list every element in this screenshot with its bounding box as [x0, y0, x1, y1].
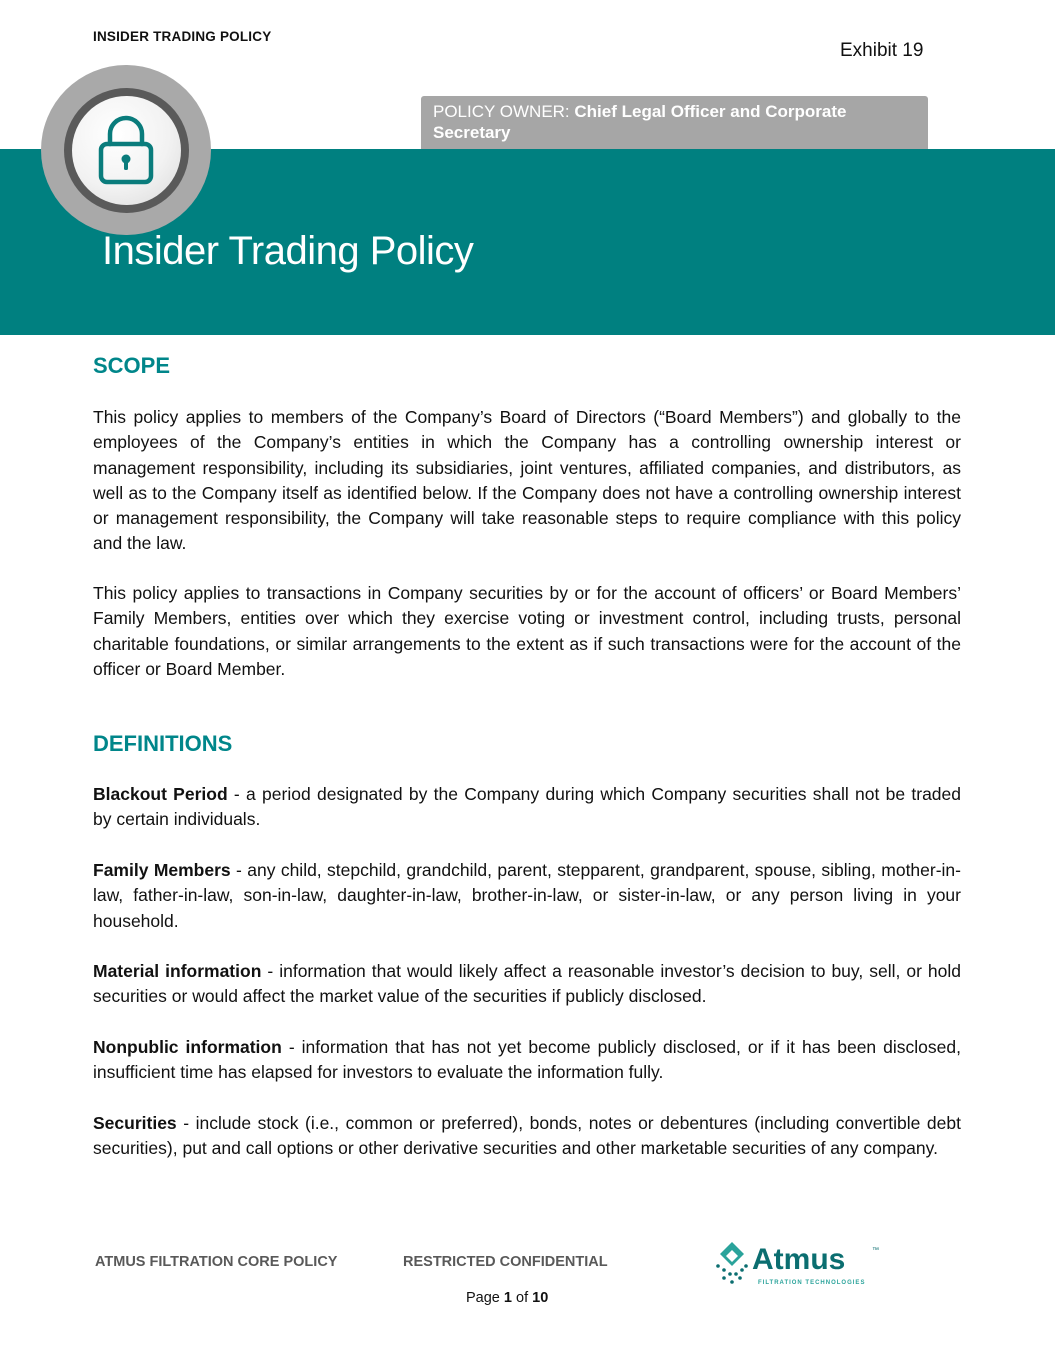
definition-term: Blackout Period	[93, 784, 228, 804]
definition-text: - information that has not yet become publicly disclosed, or if it has been disclosed, insufficient time has elapsed for investors to evaluate the information fully.	[93, 1037, 961, 1083]
footer-classification: RESTRICTED CONFIDENTIAL	[403, 1254, 608, 1270]
page-current: 1	[503, 1290, 512, 1306]
page-prefix: Page	[466, 1290, 504, 1306]
scope-paragraph: This policy applies to transactions in Company securities by or for the account of officers’ or Board Members’ Family Members, entities over which they exercise voting or investment control, including trusts, personal charitable foundations, or similar arrangements to the extent as if such transactions were for the account of the officer or Board Member.	[93, 583, 961, 679]
definition-text: - a period designated by the Company during which Company securities shall not be traded by certain individuals.	[93, 784, 961, 830]
lock-icon	[98, 114, 154, 186]
definition-term: Material information	[93, 961, 262, 981]
definition-term: Securities	[93, 1113, 177, 1133]
logo-wordmark: Atmus	[752, 1243, 846, 1276]
scope-paragraph: This policy applies to members of the Company’s Board of Directors (“Board Members”) and globally to the employees of the Company’s entities in which the Company has a controlling ownership interest or management responsibility, including its subsidiaries, joint ventures, affiliated companies, and distributors, as well as to the Company itself as identified below. If the Company does not have a controlling ownership interest or management responsibility, the Company will take reasonable steps to require compliance with this policy and the law.	[93, 407, 961, 554]
definition-text: - information that would likely affect a reasonable investor’s decision to buy, sell, or hold securities or would affect the market value of the securities if publicly disclosed.	[93, 961, 961, 1007]
footer-policy-type: ATMUS FILTRATION CORE POLICY	[95, 1254, 338, 1270]
page-total: 10	[532, 1290, 549, 1306]
definition-item	[93, 782, 961, 833]
page-number	[466, 1290, 548, 1306]
definition-term: Family Members	[93, 860, 231, 880]
policy-owner-value: Chief Legal Officer and Corporate Secretary	[433, 102, 847, 142]
definition-term: Nonpublic information	[93, 1037, 282, 1057]
atmus-logo	[712, 1240, 882, 1288]
scope-heading: SCOPE	[93, 353, 171, 378]
definitions-heading: DEFINITIONS	[93, 731, 233, 756]
definition-item	[93, 1035, 961, 1086]
definition-text: - any child, stepchild, grandchild, parent, stepparent, grandparent, spouse, sibling, mother-in-law, father-in-law, son-in-law, daughter-in-law, brother-in-law, or sister-in-law, or any person living in your household.	[93, 860, 961, 931]
definition-item	[93, 959, 961, 1010]
logo-trademark: ™	[872, 1247, 879, 1254]
definition-item	[93, 858, 961, 934]
policy-owner-tab	[421, 96, 928, 149]
definition-item	[93, 1111, 961, 1162]
running-header: INSIDER TRADING POLICY	[93, 29, 272, 44]
exhibit-label: Exhibit 19	[840, 40, 924, 61]
logo-tagline: FILTRATION TECHNOLOGIES	[758, 1280, 866, 1286]
page-of: of	[511, 1290, 533, 1306]
document-title: Insider Trading Policy	[102, 229, 474, 273]
policy-owner-label: POLICY OWNER:	[433, 102, 575, 121]
definition-text: - include stock (i.e., common or preferred), bonds, notes or debentures (including convertible debt securities), put and call options or other derivative securities and other marketable securities of any company.	[93, 1113, 961, 1159]
